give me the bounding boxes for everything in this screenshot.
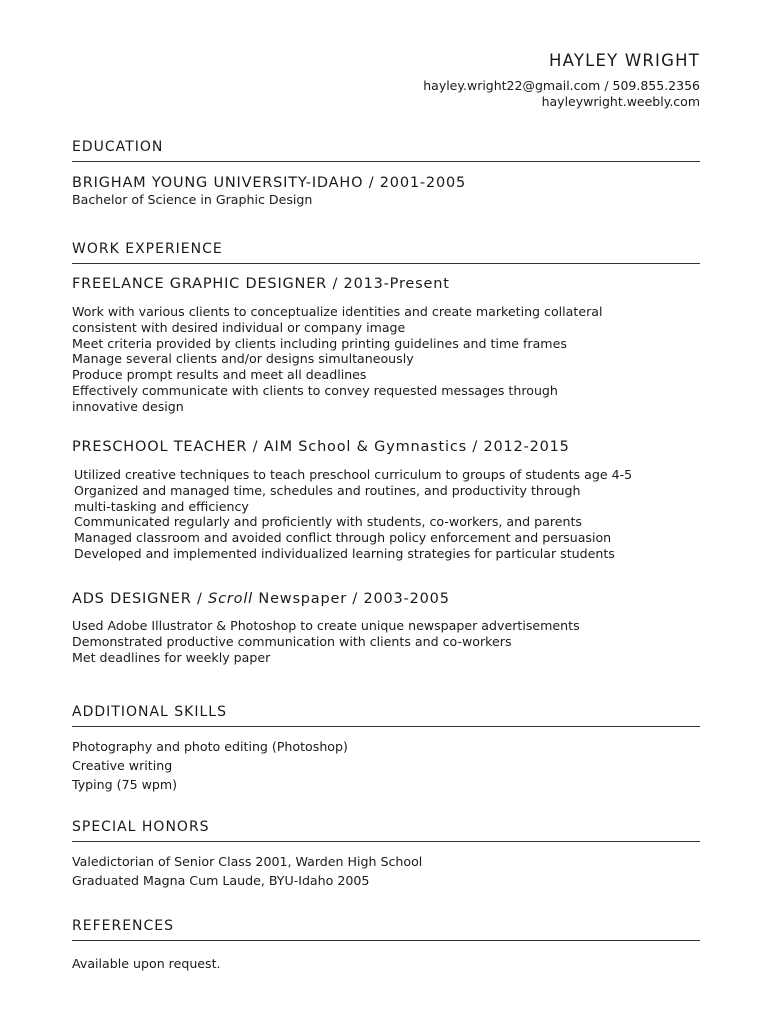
job-line: consistent with desired individual or company image: [72, 319, 406, 335]
job-line: Developed and implemented individualized learning strategies for particular students: [74, 545, 615, 561]
job-line: Met deadlines for weekly paper: [72, 649, 271, 665]
job-details-preschool: [74, 467, 704, 562]
contact-info: [423, 78, 700, 110]
skills-list: [72, 737, 348, 794]
resume-header: [423, 50, 700, 110]
job-line: Produce prompt results and meet all deadlines: [72, 367, 367, 383]
skill-item: Creative writing: [72, 758, 173, 773]
education-school: BRIGHAM YOUNG UNIVERSITY-IDAHO / 2001-2005: [72, 175, 467, 191]
job-title-suffix: Newspaper / 2003-2005: [253, 591, 450, 607]
additional-skills-heading: ADDITIONAL SKILLS: [72, 703, 700, 727]
work-experience-heading: WORK EXPERIENCE: [72, 240, 700, 264]
job-line: Communicated regularly and proficiently with students, co-workers, and parents: [74, 514, 582, 530]
honor-item: Graduated Magna Cum Laude, BYU-Idaho 2005: [72, 873, 370, 888]
special-honors-heading: SPECIAL HONORS: [72, 818, 700, 842]
job-title-preschool: PRESCHOOL TEACHER / AIM School & Gymnastics / 2012-2015: [72, 439, 570, 455]
education-degree: [72, 192, 702, 208]
honor-item: Valedictorian of Senior Class 2001, Warden High School: [72, 854, 423, 869]
publication-name: Scroll: [208, 591, 254, 607]
skill-item: Photography and photo editing (Photoshop): [72, 739, 348, 754]
job-line: Effectively communicate with clients to convey requested messages through: [72, 382, 558, 398]
education-heading: EDUCATION: [72, 138, 700, 162]
job-details-ads-designer: [72, 618, 702, 665]
job-line: Organized and managed time, schedules and routines, and productivity through: [74, 482, 581, 498]
website: hayleywright.weebly.com: [541, 94, 700, 109]
job-line: Demonstrated productive communication with clients and co-workers: [72, 633, 512, 649]
job-title-prefix: ADS DESIGNER /: [72, 591, 209, 607]
references-text: Available upon request.: [72, 956, 221, 971]
job-line: innovative design: [72, 398, 184, 414]
degree-line: Bachelor of Science in Graphic Design: [72, 192, 313, 207]
candidate-name: HAYLEY WRIGHT: [549, 51, 700, 70]
job-line: multi-tasking and efficiency: [74, 498, 249, 514]
references-heading: REFERENCES: [72, 917, 700, 941]
job-line: Manage several clients and/or designs simultaneously: [72, 351, 414, 367]
job-details-freelance: [72, 304, 702, 415]
job-line: Managed classroom and avoided conflict through policy enforcement and persuasion: [74, 530, 612, 546]
job-line: Utilized creative techniques to teach preschool curriculum to groups of students age 4-5: [74, 467, 633, 482]
skill-item: Typing (75 wpm): [72, 777, 178, 792]
job-title-freelance: FREELANCE GRAPHIC DESIGNER / 2013-Present: [72, 276, 450, 292]
job-title-ads-designer: [72, 590, 450, 608]
honors-list: [72, 852, 422, 890]
job-line: Meet criteria provided by clients including printing guidelines and time frames: [72, 335, 567, 351]
job-line: Used Adobe Illustrator & Photoshop to create unique newspaper advertisements: [72, 618, 580, 633]
email-phone: hayley.wright22@gmail.com / 509.855.2356: [423, 78, 700, 93]
job-line: Work with various clients to conceptualize identities and create marketing collateral: [72, 304, 603, 319]
